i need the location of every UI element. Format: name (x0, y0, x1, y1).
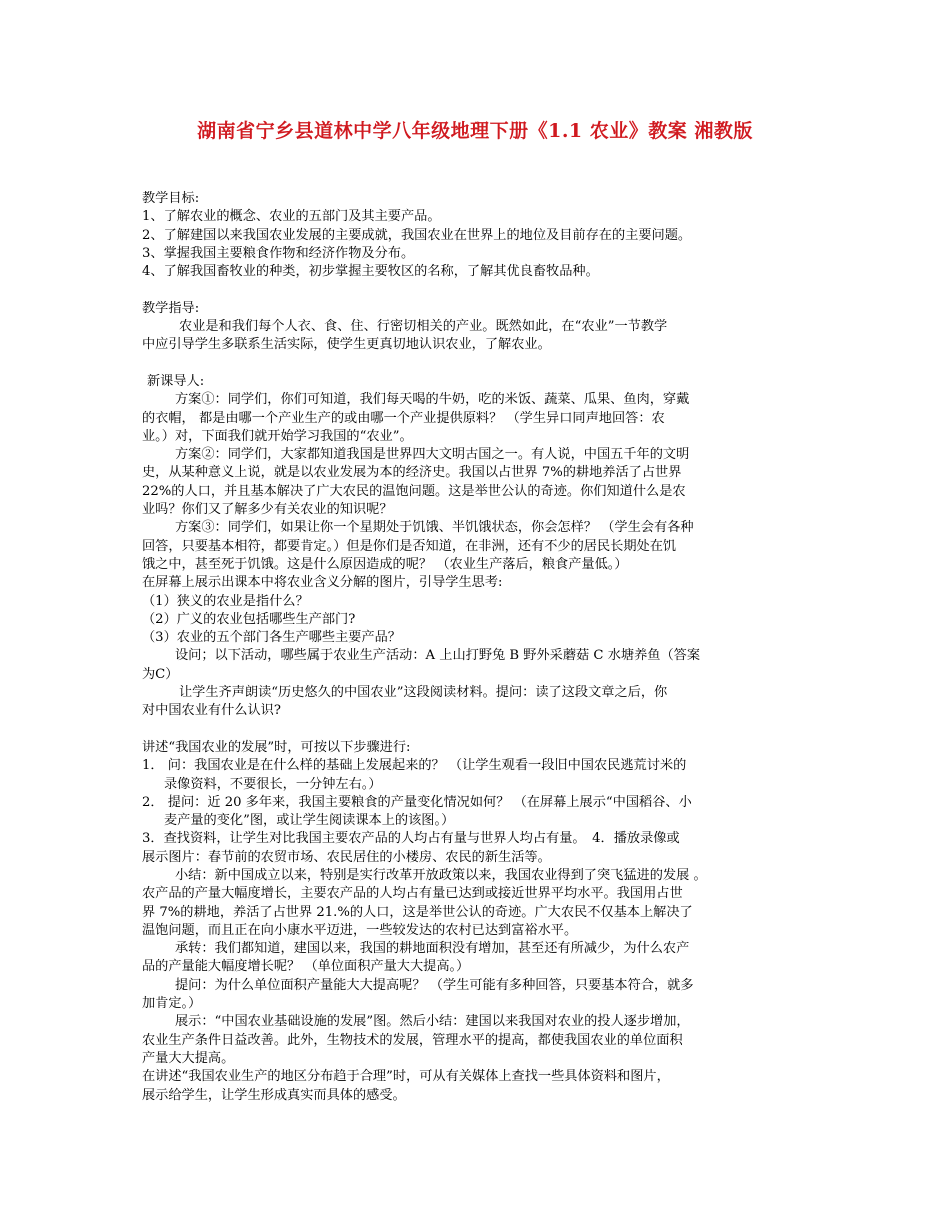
text-line: 方案①：同学们，你们可知道，我们每天喝的牛奶，吃的米饭、蔬菜、瓜果、鱼肉，穿戴 (175, 392, 690, 408)
text-line: 在屏幕上展示出课本中将农业含义分解的图片，引导学生思考: (142, 575, 503, 591)
text-line: 饿之中，甚至死于饥饿。这是什么原因造成的呢？ （农业生产落后，粮食产量低。） (142, 556, 628, 572)
text-line: 中应引导学生多联系生活实际，使学生更真切地认识农业，了解农业。 (142, 337, 551, 353)
text-line: 农业是和我们每个人衣、食、住、行密切相关的产业。既然如此，在“农业”一节教学 (179, 319, 668, 335)
text-line: 回答，只要基本相符，都要肯定。）但是你们是否知道，在非洲，还有不少的居民长期处在饥 (142, 538, 677, 554)
list-item: （2）广义的农业包括哪些生产部门? (142, 611, 356, 627)
text-line: 方案②：同学们，大家都知道我国是世界四大文明古国之一。有人说，中国五千年的文明 (175, 447, 690, 463)
text-line: 农产品的产量大幅度增长，主要农产品的人均占有量已达到或接近世界平均水平。我国用占世 (142, 886, 683, 902)
text-line: 农业生产条件日益改善。此外，生物技术的发展，管理水平的提高，都使我国农业的单位面积 (142, 1032, 683, 1048)
text-line: 设问；以下活动，哪些属于农业生产活动：A 上山打野兔 B 野外采蘑菇 C 水塘养鱼（答案 (175, 648, 701, 664)
text-line: 录像资料，不要很长，一分钟左右。） (164, 776, 382, 792)
list-item: （1）狭义的农业是指什么？ (142, 593, 309, 609)
document-title: 湖南省宁乡县道林中学八年级地理下册《1.1 农业》教案 湘教版 (197, 120, 753, 142)
section-heading: 新课导人: (147, 373, 205, 389)
text-line: 展示：“中国农业基础设施的发展”图。然后小结：建国以来我国对农业的投人逐步增加， (175, 1014, 690, 1030)
text-line: 小结：新中国成立以来，特别是实行改革开放政策以来，我国农业得到了突飞猛进的发展 。 (175, 867, 707, 883)
text-line: 展示图片：春节前的农贸市场、农民居住的小楼房、农民的新生活等。 (142, 849, 551, 865)
text-line: 讲述“我国农业的发展”时，可按以下步骤进行: (142, 739, 411, 755)
document-body (142, 190, 812, 1105)
text-line: 业吗？你们又了解多少有关农业的知识呢？ (142, 502, 393, 518)
text-line: 2、了解建国以来我国农业发展的主要成就，我国农业在世界上的地位及目前存在的主要问题。 (142, 227, 692, 243)
text-line: 温饱问题，而且正在向小康水平迈进，一些较发达的农村已达到富裕水平。 (142, 922, 578, 938)
text-line: 为C） (142, 666, 179, 682)
list-item: 3．查找资料，让学生对比我国主要农产品的人均占有量与世界人均占有量。 4．播放录像或 (142, 831, 680, 847)
text-line: 22%的人口，并且基本解决了广大农民的温饱问题。这是举世公认的奇迹。你们知道什么是农 (142, 483, 686, 499)
text-line: 1、了解农业的概念、农业的五部门及其主要产品。 (142, 209, 441, 225)
text-line: 的衣帽， 都是由哪一个产业生产的或由哪一个产业提供原料？ （学生异口同声地回答：农 (142, 410, 665, 426)
text-line: 麦产量的变化”图，或让学生阅读课本上的该图。） (164, 813, 455, 829)
text-line: 方案③：同学们，如果让你一个星期处于饥饿、半饥饿状态，你会怎样？ （学生会有各种 (175, 520, 694, 536)
text-line: 产量大大提高。 (142, 1050, 235, 1066)
text-line: 在讲述“我国农业生产的地区分布趋于合理”时，可从有关媒体上查找一些具体资料和图片， (142, 1069, 670, 1085)
text-line: 提问：为什么单位面积产量能大大提高呢？ （学生可能有多种回答，只要基本符合，就多 (175, 977, 694, 993)
blank-line (142, 281, 812, 299)
text-line: 界 7%的耕地，养活了占世界 21.%的人口，这是举世公认的奇迹。广大农民不仅基本上解决了 (142, 904, 693, 920)
list-item: 1． 问：我国农业是在什么样的基础上发展起来的？ （让学生观看一段旧中国农民逃荒讨米的 (142, 758, 687, 774)
text-line: 展示给学生，让学生形成真实而具体的感受。 (142, 1087, 406, 1103)
text-line: 承转：我们都知道，建国以来，我国的耕地面积没有增加，甚至还有所减少，为什么农产 (175, 941, 690, 957)
section-heading: 教学指导: (142, 300, 200, 316)
text-line: 让学生齐声朗读“历史悠久的中国农业”这段阅读材料。提问：读了这段文章之后，你 (179, 685, 668, 701)
text-line: 4、了解我国畜牧业的种类，初步掌握主要牧区的名称，了解其优良畜牧品种。 (142, 264, 599, 280)
list-item: （3）农业的五个部门各生产哪些主要产品？ (142, 630, 401, 646)
text-line: 品的产量能大幅度增长呢？ （单位面积产量大大提高。） (142, 959, 470, 975)
text-line: 3、掌握我国主要粮食作物和经济作物及分布。 (142, 245, 415, 261)
text-line: 对中国农业有什么认识? (142, 703, 281, 719)
section-heading: 教学目标: (142, 191, 200, 206)
list-item: 2． 提问：近 20 多年来，我国主要粮食的产量变化情况如何？ （在屏幕上展示“中国稻谷、小 (142, 794, 692, 810)
blank-line (142, 355, 812, 373)
blank-line (142, 721, 812, 739)
text-line: 加肯定。） (142, 996, 202, 1012)
text-line: 史，从某种意义上说，就是以农业发展为本的经济史。我国以占世界 7%的耕地养活了占世界 (142, 465, 682, 481)
text-line: 业。）对，下面我们就开始学习我国的“农业”。 (142, 428, 413, 444)
